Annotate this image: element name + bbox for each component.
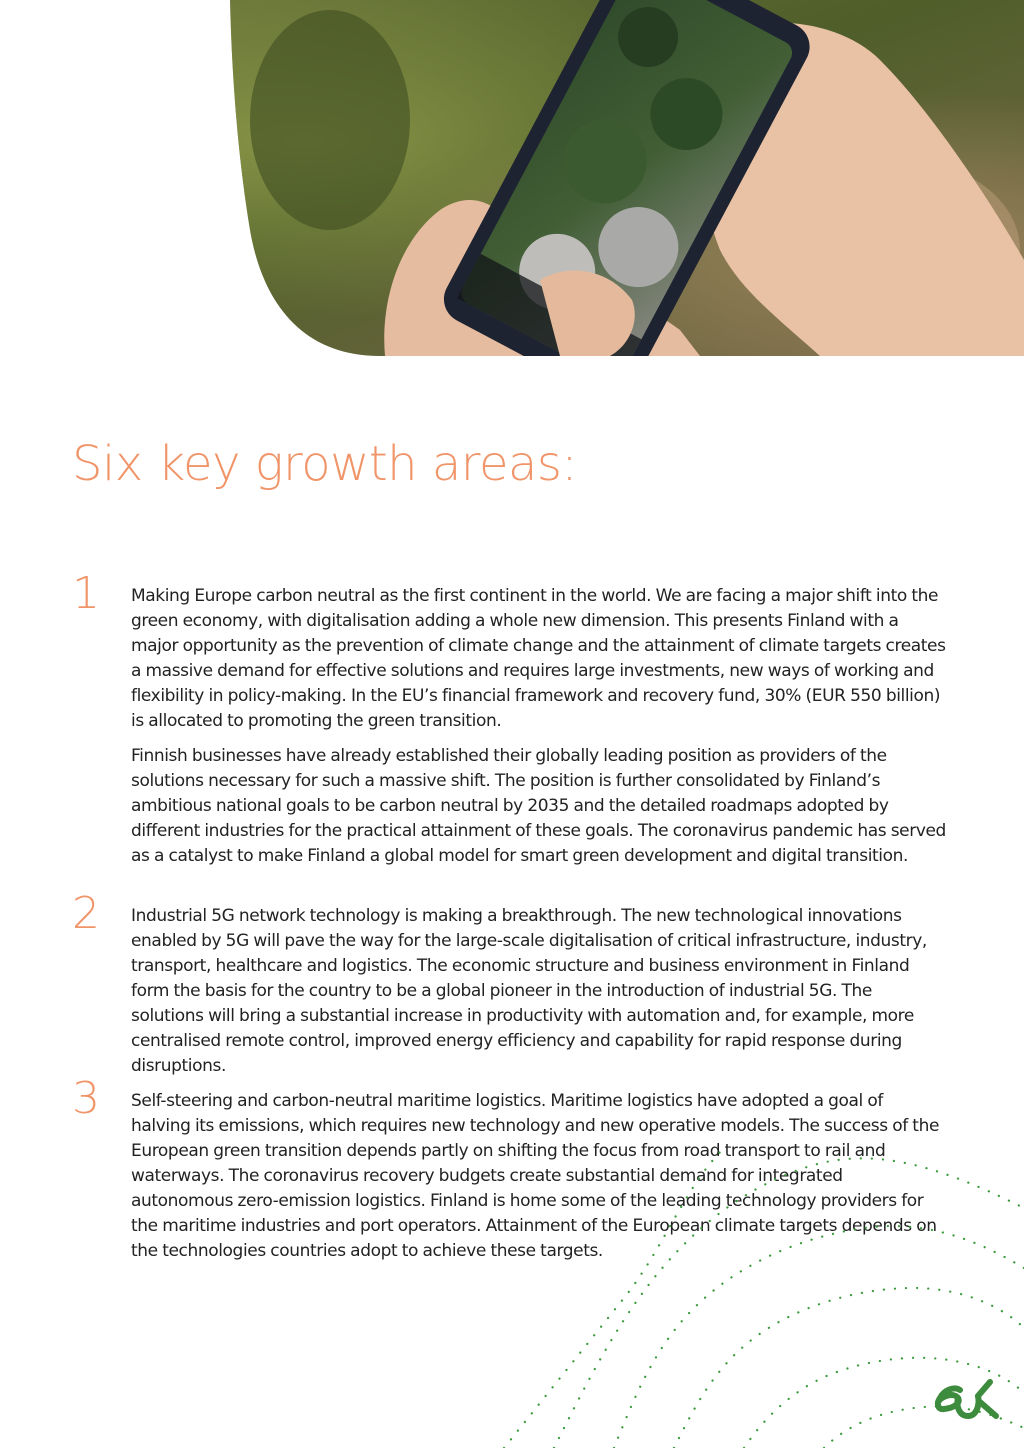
hero-image — [0, 0, 1024, 356]
page-title: Six key growth areas: — [72, 436, 578, 492]
area-paragraph: Making Europe carbon neutral as the first continent in the world. We are facing a major shift into the green economy, with digitalisation adding a whole new dimension. This presents Finland with a major opportunity as the prevention of climate change and the attainment of climate targets creates a massive demand for effective solutions and requires large investments, new ways of working and flexibility in policy-making. In the EU’s financial framework and recovery fund, 30% (EUR 550 billion) is allocated to promoting the green transition. — [131, 586, 946, 731]
area-number: 1 — [72, 568, 100, 619]
area-paragraph: Self-steering and carbon-neutral maritime logistics. Maritime logistics have adopted a goal of halving its emissions, which requires new technology and new operative models. The success of the European green transition depends partly on shifting the focus from road transport to rail and waterways. The coronavirus recovery budgets create substantial demand for integrated autonomous zero-emission logistics. Finland is home some of the leading technology providers for the maritime industries and port operators. Attainment of the European climate targets depends on the technologies countries adopt to achieve these targets. — [131, 1091, 940, 1261]
area-number: 2 — [72, 888, 100, 939]
growth-area-1 — [0, 568, 1024, 879]
hero-photo — [0, 0, 1024, 356]
area-paragraph: Industrial 5G network technology is making a breakthrough. The new technological innovations enabled by 5G will pave the way for the large-scale digitalisation of critical infrastructure, industry, transport, healthcare and logistics. The economic structure and business environment in Finland form the basis for the country to be a global pioneer in the introduction of industrial 5G. The solutions will bring a substantial increase in productivity with automation and, for example, more centralised remote control, improved energy efficiency and capability for rapid response during disruptions. — [131, 906, 927, 1076]
growth-area-2 — [0, 888, 1024, 1089]
ek-logo — [932, 1376, 1002, 1422]
area-number: 3 — [72, 1073, 100, 1124]
area-paragraph: Finnish businesses have already established their globally leading position as providers of the solutions necessary for such a massive shift. The position is further consolidated by Finland’s ambitious national goals to be carbon neutral by 2035 and the detailed roadmaps adopted by different industries for the practical attainment of these goals. The coronavirus pandemic has served as a catalyst to make Finland a global model for smart green development and digital transition. — [131, 746, 946, 866]
